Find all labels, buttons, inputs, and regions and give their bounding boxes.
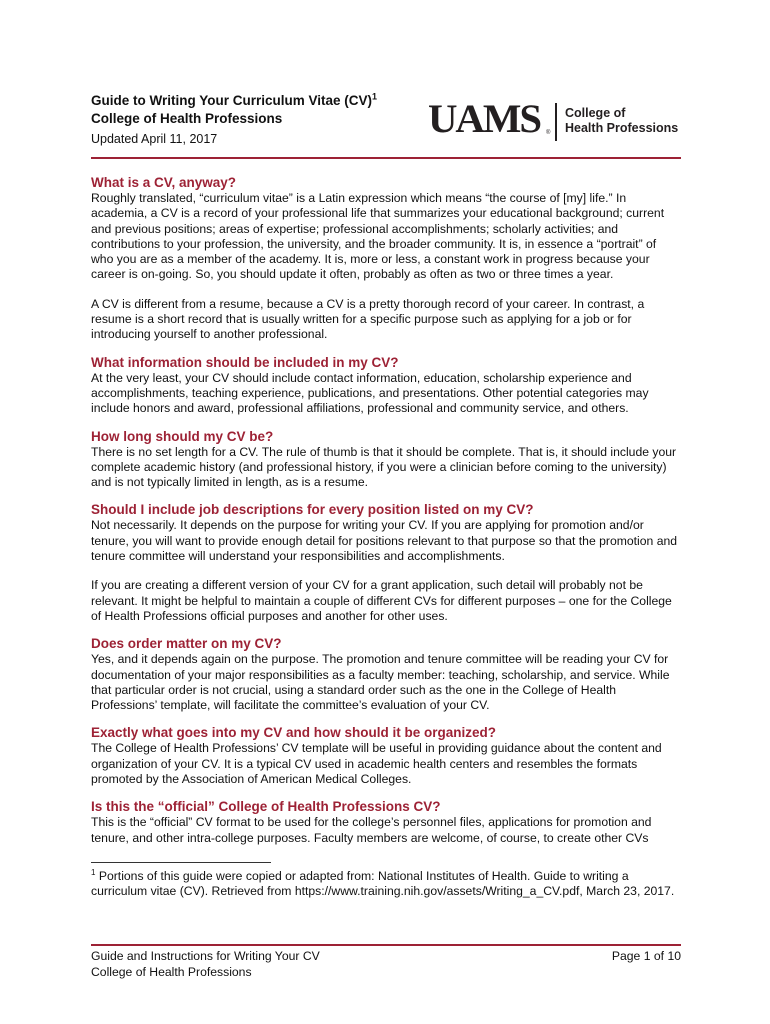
title-footnote-marker: 1: [372, 91, 378, 102]
logo-divider: [555, 103, 557, 141]
logo-registered-mark: ®: [546, 130, 551, 136]
footnote-marker: 1: [91, 867, 96, 877]
section-heading: What is a CV, anyway?: [91, 175, 237, 190]
section-paragraph: A CV is different from a resume, because a CV is a pretty thorough record of your career. In contrast, a resume is a short record that is usually written for a specific purpose such as applying for a job or for introducing yourself to another professional.: [91, 296, 645, 342]
section-heading: What information should be included in my CV?: [91, 354, 399, 370]
footnote-text: Portions of this guide were copied or adapted from: National Institutes of Health. Guide to writing a curriculum vitae (CV). Retrieved from https://www.training.nih.gov/assets/Writing_a_CV.pdf, March 23, 2017.: [91, 869, 675, 899]
title-line-1: Guide to Writing Your Curriculum Vitae (CV): [91, 93, 373, 108]
section-heading: Is this the “official” College of Health Professions CV?: [91, 799, 441, 815]
logo-subtitle-line-1: College of: [565, 106, 626, 120]
section-heading: Should I include job descriptions for every position listed on my CV?: [91, 502, 534, 518]
footnote-rule: [91, 862, 271, 863]
section-paragraph: Roughly translated, “curriculum vitae” is a Latin expression which means “the course of [my] life.” In academia, a CV is a record of your professional life that summarizes your educational background; current and previous positions; areas of expertise; professional accomplishments; scholarly activities; and contributions to your profession, the university, and the broader community. It is, in essence a “portrait” of who you are as a member of the academy. It is, more or less, a constant work in progress because your career is on-going. So, you should update it often, probably as often as two or three times a year.: [91, 191, 665, 282]
logo-subtitle-line-2: Health Professions: [565, 121, 679, 135]
updated-date: Updated April 11, 2017: [91, 132, 218, 146]
college-name: College of Health Professions: [91, 111, 283, 126]
page-number: Page 1 of 10: [611, 949, 681, 963]
footer-guide-title: Guide and Instructions for Writing Your CV: [91, 949, 320, 963]
footer-left: [91, 948, 320, 980]
section-paragraph: Not necessarily. It depends on the purpose for writing your CV. If you are applying for promotion and/or tenure, you will want to provide enough detail for positions relevant to that purpose so that the promotion and tenure committee will understand your responsibilities and accomplishments.: [91, 518, 678, 564]
section-paragraph: At the very least, your CV should include contact information, education, scholarship experience and accomplishments, teaching experience, publications, and presentations. Other potential categories may include honors and award, professional affiliations, professional and community service, and others.: [91, 370, 649, 416]
section-heading: Does order matter on my CV?: [91, 636, 282, 652]
footer-rule: [91, 944, 681, 946]
document-body: [91, 174, 681, 846]
section-paragraph: There is no set length for a CV. The rule of thumb is that it should be complete. That is, it should include your complete academic history (and professional history, if you were a clinician before coming to the university) and is not typically limited in length, as is a resume.: [91, 444, 677, 490]
section-paragraph: Yes, and it depends again on the purpose. The promotion and tenure committee will be reading your CV for documentation of your major responsibilities as a faculty member: teaching, scholarship, and service. While that particular order is not crucial, using a standard order such as the one in the College of Health Professions’ template, will facilitate the committee’s evaluation of your CV.: [91, 652, 670, 713]
logo-subtitle: [565, 106, 678, 136]
section-heading: Exactly what goes into my CV and how should it be organized?: [91, 725, 497, 741]
section-paragraph: The College of Health Professions’ CV template will be useful in providing guidance about the content and organization of your CV. It is a typical CV used in academic health centers and resembles the formats promoted by the Association of American Medical Colleges.: [91, 741, 662, 787]
uams-logo: [428, 96, 679, 144]
section-heading: How long should my CV be?: [91, 428, 274, 444]
footnote: [91, 869, 681, 900]
logo-wordmark: UAMS: [428, 96, 540, 141]
section-paragraph: This is the “official” CV format to be used for the college’s personnel files, applications for promotion and tenure, and other intra-college purposes. Faculty members are welcome, of course, to create other CVs: [91, 815, 652, 845]
section-paragraph: If you are creating a different version of your CV for a grant application, such detail will probably not be relevant. It might be helpful to maintain a couple of different CVs for different purposes – one for the College of Health Professions official purposes and another for other uses.: [91, 578, 672, 623]
footer-college-name: College of Health Professions: [91, 965, 252, 979]
header-rule: [91, 157, 681, 159]
